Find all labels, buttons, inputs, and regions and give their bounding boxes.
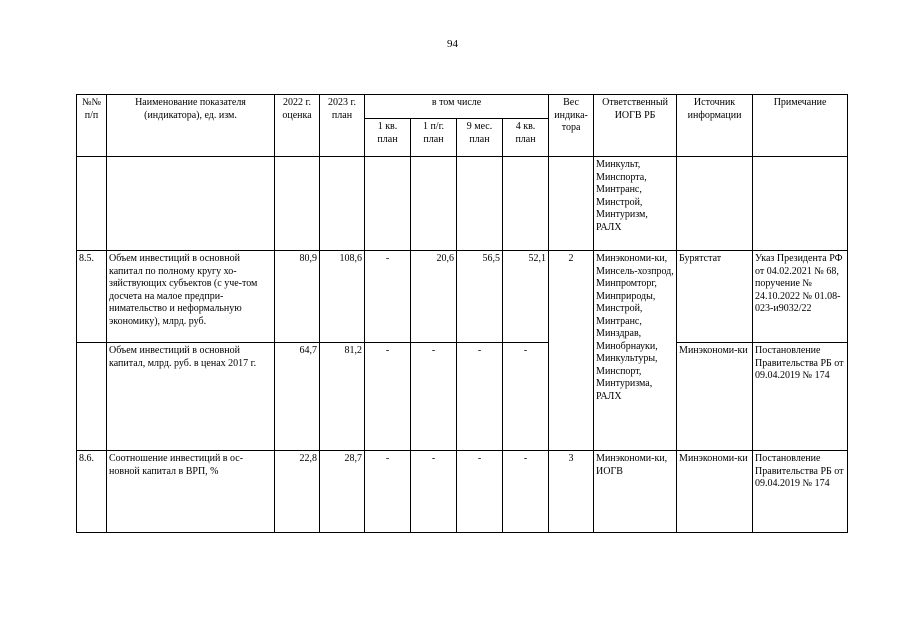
header-q1: 1 кв. план: [365, 119, 411, 157]
row-2023: 28,7: [320, 451, 365, 533]
row-responsible: Минэкономи-ки, ИОГВ: [594, 451, 677, 533]
header-9m: 9 мес. план: [457, 119, 503, 157]
row-num: 8.6.: [77, 451, 107, 533]
header-h1: 1 п/г. план: [411, 119, 457, 157]
row-2023: 108,6: [320, 251, 365, 343]
row-name: Соотношение инвестиций в ос-новной капитал в ВРП, %: [107, 451, 275, 533]
row-2022: 80,9: [275, 251, 320, 343]
row-h1: -: [411, 343, 457, 451]
page-number: 94: [447, 38, 458, 50]
row-q4: -: [503, 343, 549, 451]
header-note: Примечание: [753, 95, 848, 157]
header-name: Наименование показателя (индикатора), ед. изм.: [107, 95, 275, 157]
row-note: Указ Президента РФ от 04.02.2021 № 68, поручение № 24.10.2022 № 01.08-023-и9032/22: [753, 251, 848, 343]
row-h1: 20,6: [411, 251, 457, 343]
header-q4: 4 кв. план: [503, 119, 549, 157]
row-weight: 2: [549, 251, 594, 451]
row-2022: 22,8: [275, 451, 320, 533]
row-q1: -: [365, 343, 411, 451]
row-source: Минэкономи-ки: [677, 343, 753, 451]
table-row-8-6: [77, 451, 848, 533]
row-9m: -: [457, 451, 503, 533]
row-q4: -: [503, 451, 549, 533]
row-note: Постановление Правительства РБ от 09.04.2019 № 174: [753, 343, 848, 451]
continuation-responsible: Минкульт, Минспорта, Минтранс, Минстрой, Минтуризм, РАЛХ: [594, 157, 677, 251]
row-9m: 56,5: [457, 251, 503, 343]
row-responsible: Минэкономи-ки, Минсель-хозпрод, Минпромторг, Минприроды, Минстрой, Минтранс, Минздрав, Минобрнауки, Минкультуры, Минспорт, Минтуризма, РАЛХ: [594, 251, 677, 451]
row-q1: -: [365, 451, 411, 533]
row-source: Бурятстат: [677, 251, 753, 343]
header-2022: 2022 г. оценка: [275, 95, 320, 157]
row-name: Объем инвестиций в основной капитал, млрд. руб. в ценах 2017 г.: [107, 343, 275, 451]
header-source: Источник информации: [677, 95, 753, 157]
indicators-table: [76, 94, 848, 533]
row-q1: -: [365, 251, 411, 343]
row-2022: 64,7: [275, 343, 320, 451]
row-9m: -: [457, 343, 503, 451]
header-row-1: [77, 95, 848, 119]
row-name: Объем инвестиций в основной капитал по полному кругу хо-зяйствующих субъектов (с уче-том досчета на малое предпри-нимательство и неформальную экономику), млрд. руб.: [107, 251, 275, 343]
row-h1: -: [411, 451, 457, 533]
header-including: в том числе: [365, 95, 549, 119]
header-2023: 2023 г. план: [320, 95, 365, 157]
row-note: Постановление Правительства РБ от 09.04.2019 № 174: [753, 451, 848, 533]
header-responsible: Ответственный ИОГВ РБ: [594, 95, 677, 157]
row-q4: 52,1: [503, 251, 549, 343]
table-row-8-5: [77, 251, 848, 343]
row-2023: 81,2: [320, 343, 365, 451]
row-num: 8.5.: [77, 251, 107, 343]
row-weight: 3: [549, 451, 594, 533]
header-weight: Вес индика-тора: [549, 95, 594, 157]
table-row-continuation: [77, 157, 848, 251]
header-num: №№ п/п: [77, 95, 107, 157]
row-source: Минэкономи-ки: [677, 451, 753, 533]
table-row-8-5-sub: [77, 343, 848, 451]
